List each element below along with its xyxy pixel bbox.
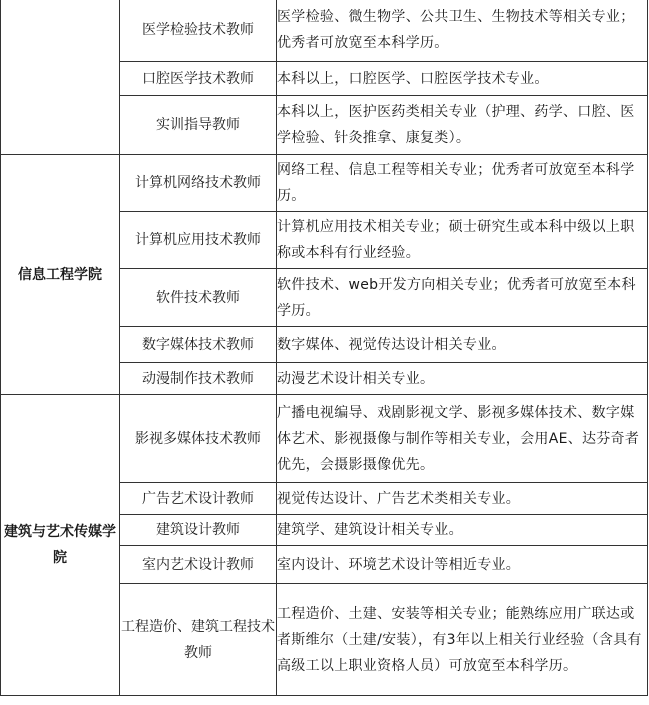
requirement-cell: 软件技术、web开发方向相关专业；优秀者可放宽至本科学历。 [277,269,648,327]
position-cell: 工程造价、建筑工程技术教师 [120,584,277,696]
requirement-cell: 医学检验、微生物学、公共卫生、生物技术等相关专业；优秀者可放宽至本科学历。 [277,0,648,62]
position-cell: 实训指导教师 [120,96,277,155]
table-row [1,395,648,483]
requirement-cell: 室内设计、环境艺术设计等相近专业。 [277,546,648,584]
position-cell: 建筑设计教师 [120,515,277,546]
table-row [1,0,648,62]
college-cell: 信息工程学院 [1,155,120,395]
table-row [1,155,648,212]
college-cell [1,0,120,155]
table-body [1,0,648,696]
college-cell: 建筑与艺术传媒学院 [1,395,120,696]
position-cell: 计算机应用技术教师 [120,212,277,269]
position-cell: 口腔医学技术教师 [120,62,277,96]
requirement-cell: 动漫艺术设计相关专业。 [277,363,648,395]
requirement-cell: 广播电视编导、戏剧影视文学、影视多媒体技术、数字媒体艺术、影视摄像与制作等相关专业，会用AE、达芬奇者优先，会摄影摄像优先。 [277,395,648,483]
position-cell: 广告艺术设计教师 [120,483,277,515]
requirement-cell: 工程造价、土建、安装等相关专业；能熟练应用广联达或者斯维尔（土建/安装），有3年以上相关行业经验（含具有高级工以上职业资格人员）可放宽至本科学历。 [277,584,648,696]
position-cell: 软件技术教师 [120,269,277,327]
position-cell: 数字媒体技术教师 [120,327,277,363]
requirement-cell: 本科以上，口腔医学、口腔医学技术专业。 [277,62,648,96]
position-cell: 医学检验技术教师 [120,0,277,62]
requirement-cell: 数字媒体、视觉传达设计相关专业。 [277,327,648,363]
requirement-cell: 本科以上，医护医药类相关专业（护理、药学、口腔、医学检验、针灸推拿、康复类）。 [277,96,648,155]
requirement-cell: 视觉传达设计、广告艺术类相关专业。 [277,483,648,515]
position-cell: 室内艺术设计教师 [120,546,277,584]
requirement-cell: 计算机应用技术相关专业；硕士研究生或本科中级以上职称或本科有行业经验。 [277,212,648,269]
position-cell: 动漫制作技术教师 [120,363,277,395]
position-cell: 计算机网络技术教师 [120,155,277,212]
requirement-cell: 建筑学、建筑设计相关专业。 [277,515,648,546]
position-cell: 影视多媒体技术教师 [120,395,277,483]
requirement-cell: 网络工程、信息工程等相关专业；优秀者可放宽至本科学历。 [277,155,648,212]
